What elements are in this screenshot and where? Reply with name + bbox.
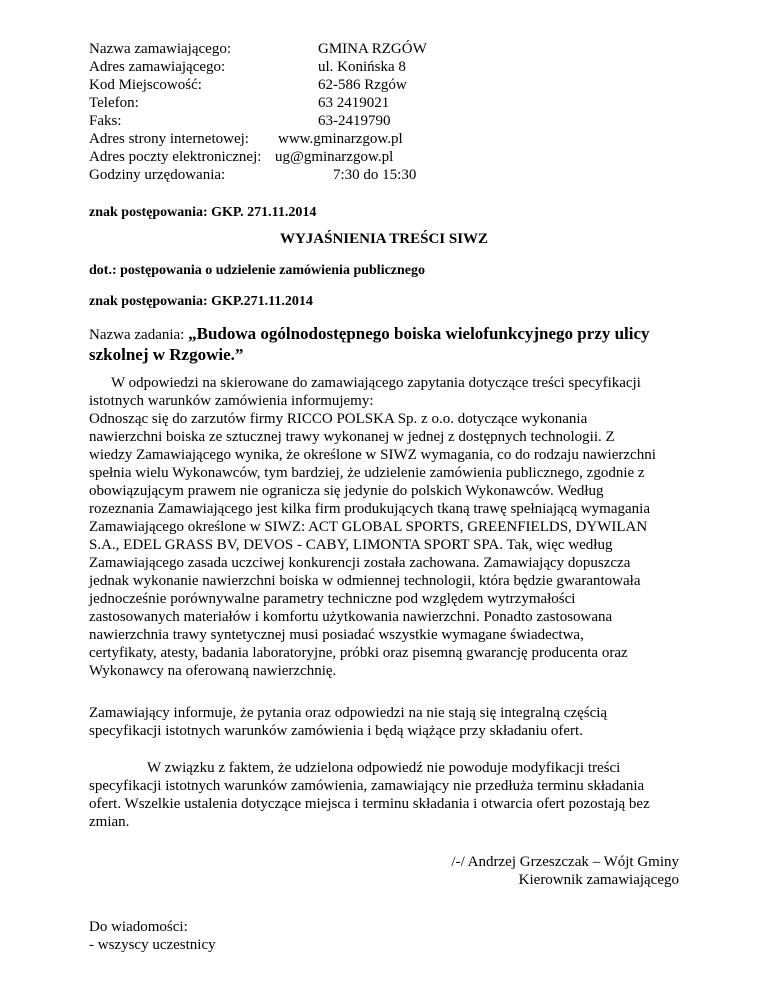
header-label: Kod Miejscowość: bbox=[89, 77, 202, 93]
signature-block bbox=[89, 853, 679, 889]
paragraph-line: nawierzchnia trawy syntetycznej musi posiadać wszystkie wymagane świadectwa, bbox=[89, 627, 584, 643]
header-value: www.gminarzgow.pl bbox=[278, 131, 403, 147]
distribution-heading: Do wiadomości: bbox=[89, 919, 188, 935]
header-value: 62-586 Rzgów bbox=[318, 77, 407, 93]
header-label: Adres poczty elektronicznej: bbox=[89, 149, 262, 165]
header-value: ul. Konińska 8 bbox=[318, 59, 406, 75]
distribution-list bbox=[89, 918, 679, 954]
header-label: Godziny urzędowania: bbox=[89, 167, 226, 183]
header-label: Telefon: bbox=[89, 95, 139, 111]
paragraph-2 bbox=[89, 704, 679, 740]
paragraph-3 bbox=[89, 759, 679, 831]
signature-line: /-/ Andrzej Grzeszczak – Wójt Gminy bbox=[451, 854, 679, 870]
paragraph-line: W odpowiedzi na skierowane do zamawiającego zapytania dotyczące treści specyfikacji bbox=[111, 375, 641, 391]
paragraph-line: Zamawiający informuje, że pytania oraz odpowiedzi na nie stają się integralną częścią bbox=[89, 705, 608, 721]
paragraph-line: ofert. Wszelkie ustalenia dotyczące miejsca i terminu składania i otwarcia ofert pozostają bez bbox=[89, 796, 650, 812]
signature-role: Kierownik zamawiającego bbox=[518, 872, 679, 888]
paragraph-line: zastosowanych materiałów i komfortu użytkowania nawierzchni. Ponadto zastosowana bbox=[89, 609, 613, 625]
header-value: GMINA RZGÓW bbox=[318, 41, 427, 57]
header-value: ug@gminarzgow.pl bbox=[275, 149, 394, 165]
paragraph-line: Odnosząc się do zarzutów firmy RICCO POLSKA Sp. z o.o. dotyczące wykonania bbox=[89, 411, 588, 427]
header-label: Adres strony internetowej: bbox=[89, 131, 249, 147]
regarding-line: dot.: postępowania o udzielenie zamówienia publicznego bbox=[89, 263, 426, 278]
paragraph-line: S.A., EDEL GRASS BV, DEVOS - CABY, LIMONTA SPORT SPA. Tak, więc według bbox=[89, 537, 613, 553]
header-value: 7:30 do 15:30 bbox=[333, 167, 417, 183]
task-title: „Budowa ogólnodostępnego boiska wielofunkcyjnego przy ulicy szkolnej w Rzgowie.” bbox=[89, 324, 650, 364]
paragraph-line: rozeznania Zamawiającego jest kilka firm produkujących tkaną trawę spełniającą wymagania bbox=[89, 501, 650, 517]
task-name bbox=[89, 324, 679, 366]
case-mark: znak postępowania: GKP.271.11.2014 bbox=[89, 294, 313, 309]
paragraph-line: istotnych warunków zamówienia informujemy: bbox=[89, 393, 374, 409]
document-title: WYJAŚNIENIA TREŚCI SIWZ bbox=[279, 231, 489, 247]
paragraph-line: wiedzy Zamawiającego wynika, że określone w SIWZ wymagania, co do rodzaju nawierzchni bbox=[89, 447, 656, 463]
paragraph-1 bbox=[89, 374, 679, 680]
paragraph-line: nawierzchni boiska ze sztucznej trawy wykonanej w jednej z dostępnych technologii. Z bbox=[89, 429, 615, 445]
header-value: 63-2419790 bbox=[318, 113, 391, 129]
header-label: Nazwa zamawiającego: bbox=[89, 41, 231, 57]
paragraph-line: certyfikaty, atesty, badania laboratoryjne, próbki oraz pisemną gwarancję producenta oraz bbox=[89, 645, 628, 661]
paragraph-line: specyfikacji istotnych warunków zamówienia, zamawiający nie przedłuża terminu składania bbox=[89, 778, 645, 794]
paragraph-line: Zamawiającego określone w SIWZ: ACT GLOBAL SPORTS, GREENFIELDS, DYWILAN bbox=[89, 519, 648, 535]
distribution-item: - wszyscy uczestnicy bbox=[89, 937, 216, 953]
paragraph-line: jednocześnie porównywalne parametry techniczne pod względem wytrzymałości bbox=[89, 591, 576, 607]
paragraph-line: spełnia wielu Wykonawców, tym bardziej, że udzielenie zamówienia publicznego, zgodnie z bbox=[89, 465, 645, 481]
paragraph-line: W związku z faktem, że udzielona odpowiedź nie powoduje modyfikacji treści bbox=[147, 760, 621, 776]
case-mark-top: znak postępowania: GKP. 271.11.2014 bbox=[89, 205, 317, 220]
header-label: Adres zamawiającego: bbox=[89, 59, 226, 75]
paragraph-line: jednak wykonanie nawierzchni boiska w odmiennej technologii, która będzie gwarantowała bbox=[89, 573, 641, 589]
paragraph-line: zmian. bbox=[89, 814, 130, 830]
paragraph-line: Zamawiającego zasada uczciwej konkurencji została zachowana. Zamawiający dopuszcza bbox=[89, 555, 631, 571]
paragraph-line: specyfikacji istotnych warunków zamówienia i będą wiążące przy składaniu ofert. bbox=[89, 723, 583, 739]
header-label: Faks: bbox=[89, 113, 122, 129]
paragraph-line: obowiązującym prawem nie ogranicza się jedynie do polskich Wykonawców. Według bbox=[89, 483, 604, 499]
header-value: 63 2419021 bbox=[318, 95, 390, 111]
task-label: Nazwa zadania: bbox=[89, 327, 189, 343]
paragraph-line: Wykonawcy na oferowaną nawierzchnię. bbox=[89, 663, 337, 679]
